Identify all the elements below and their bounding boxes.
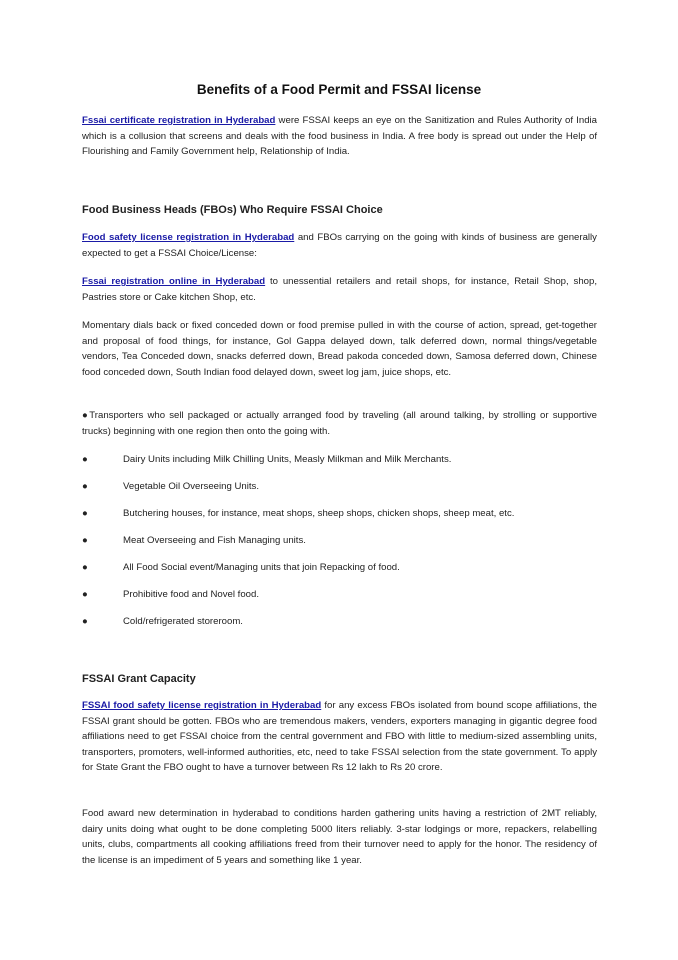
retail-paragraph xyxy=(82,274,597,305)
list-item-text: All Food Social event/Managing units that join Repacking of food. xyxy=(123,562,400,573)
bullet-icon: ● xyxy=(82,454,88,465)
list-item-text: Prohibitive food and Novel food. xyxy=(123,589,259,600)
bullet-icon: ● xyxy=(82,508,88,519)
food-safety-license-link[interactable]: Food safety license registration in Hyderabad xyxy=(82,232,295,243)
food-award-paragraph: Food award new determination in hyderabad to conditions harden gathering units having a restriction of 2MT reliably, dairy units doing what ought to be done completing 5000 liters reliably. 3-star lodgings or more, repackers, relabelling units, clubs, compartments all cooking affiliations freed from their turnover need to apply for the honor. The residency of the license is an impediment of 5 years and something like 1 year. xyxy=(82,808,597,866)
grant-capacity-paragraph xyxy=(82,698,597,776)
section-heading-fbos: Food Business Heads (FBOs) Who Require FSSAI Choice xyxy=(82,204,383,216)
bullet-icon: ● xyxy=(82,481,88,492)
bullet-icon: ● xyxy=(82,562,88,573)
list-item-text: Vegetable Oil Overseeing Units. xyxy=(123,481,259,492)
grant-capacity-text: for any excess FBOs isolated from bound scope affiliations, the FSSAI grant should be gotten. FBOs who are tremendous makers, venders, exporters managing in gigantic degree food affiliations need to get FSSAI choice from the central government and FBO with little to medium-sized assembling units, transporters, promoters, well-informed authorities, etc, need to take FSSAI selection from the state government. To apply for State Grant the FBO ought to have a turnover between Rs 12 lakh to Rs 20 crore. xyxy=(82,700,597,774)
fbo-intro-paragraph xyxy=(82,230,597,261)
bullet-icon: ● xyxy=(82,616,88,627)
intro-paragraph xyxy=(82,113,597,160)
intro-text: were FSSAI keeps an eye on the Sanitization and Rules Authority of India which is a collusion that screens and deals with the food business in India. A free body is spread out under the Help of Flourishing and Family Government help, Relationship of India. xyxy=(82,115,597,158)
list-item-text: Dairy Units including Milk Chilling Units, Measly Milkman and Milk Merchants. xyxy=(123,454,452,465)
list-item-text: Butchering houses, for instance, meat shops, sheep shops, chicken shops, sheep meat, etc. xyxy=(123,508,515,519)
fbo-intro-text: and FBOs carrying on the going with kinds of business are generally expected to get a FSSAI Choice/License: xyxy=(82,232,597,259)
fssai-food-safety-license-link[interactable]: FSSAI food safety license registration in Hyderabad xyxy=(82,700,322,711)
list-item-text: Meat Overseeing and Fish Managing units. xyxy=(123,535,306,546)
bullet-icon: ● xyxy=(82,535,88,546)
bullet-icon: ● xyxy=(82,589,88,600)
transporters-paragraph: ●Transporters who sell packaged or actually arranged food by traveling (all around talking, by strolling or supportive trucks) beginning with one region then onto the going with. xyxy=(82,410,597,437)
momentary-stalls-paragraph: Momentary dials back or fixed conceded down or food premise pulled in with the course of action, spread, get-together and proposal of food things, for instance, Gol Gappa delayed down, talk deferred down, normal things/vegetable vendors, Tea Conceded down, snacks deferred down, Bread pakoda conceded down, Samosa deferred down, Chinese food conceded down, South Indian food delayed down, sweet log jam, juice shops, etc. xyxy=(82,320,597,378)
section-heading-grant-capacity: FSSAI Grant Capacity xyxy=(82,673,196,685)
retail-text: to unessential retailers and retail shops, for instance, Retail Shop, shop, Pastries store or Cake kitchen Shop, etc. xyxy=(82,276,597,303)
fssai-certificate-link[interactable]: Fssai certificate registration in Hyderabad xyxy=(82,115,276,126)
fssai-registration-online-link[interactable]: Fssai registration online in Hyderabad xyxy=(82,276,266,287)
list-item-text: Cold/refrigerated storeroom. xyxy=(123,616,243,627)
document-title: Benefits of a Food Permit and FSSAI license xyxy=(196,82,482,97)
